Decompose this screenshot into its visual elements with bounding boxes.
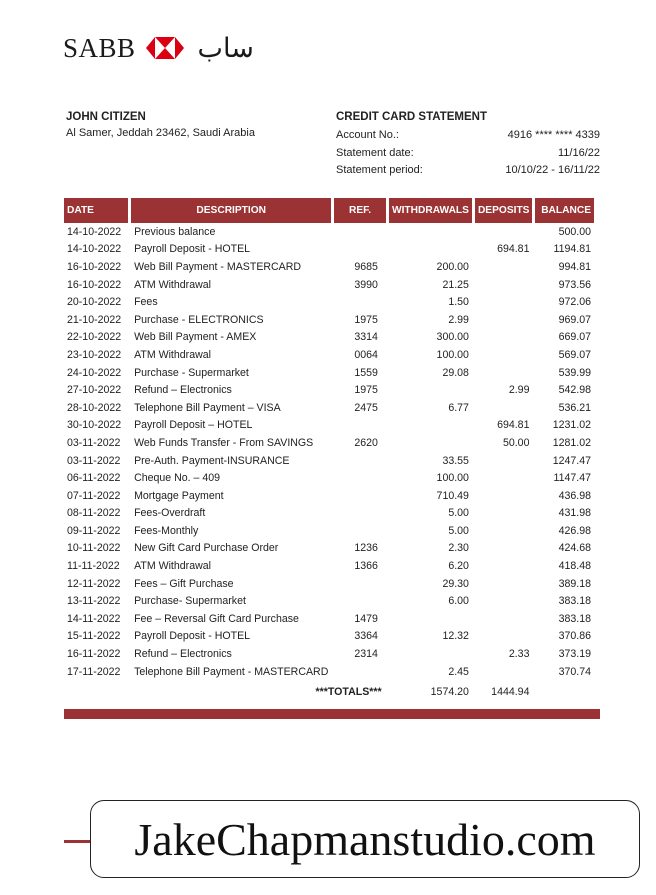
- column-header-deposits: DEPOSITS: [475, 198, 533, 223]
- cell-deposit: [475, 522, 533, 540]
- cell-balance: 536.21: [558, 401, 591, 414]
- column-header-date: DATE: [64, 198, 128, 223]
- cell-withdrawal: 5.00: [448, 524, 469, 537]
- cell-date: 16-11-2022: [67, 648, 121, 661]
- cell-withdrawal: [389, 645, 472, 663]
- cell-deposit: [475, 505, 533, 523]
- cell-deposit: [475, 258, 533, 276]
- cell-description: Purchase- Supermarket: [134, 595, 246, 608]
- cell-withdrawal: 29.30: [442, 577, 469, 590]
- transactions-table: [61, 198, 597, 704]
- cell-description: Mortgage Payment: [134, 489, 224, 502]
- cell-description: Payroll Deposit - HOTEL: [134, 630, 251, 643]
- cell-description: Previous balance: [134, 225, 216, 238]
- cell-ref: 1975: [354, 313, 378, 326]
- cell-balance: 370.74: [558, 665, 591, 678]
- table-row: [64, 381, 594, 399]
- cell-ref: 3990: [354, 278, 378, 291]
- cell-ref: 1236: [354, 542, 378, 555]
- cell-balance: 972.06: [558, 296, 591, 309]
- cell-withdrawal: 6.00: [448, 595, 469, 608]
- cell-description: Fees-Monthly: [134, 524, 199, 537]
- cell-ref: 1366: [354, 560, 378, 573]
- cell-ref: [334, 575, 385, 593]
- cell-date: 12-11-2022: [67, 577, 121, 590]
- cell-withdrawal: 200.00: [436, 260, 469, 273]
- table-row: [64, 311, 594, 329]
- cell-deposit: [475, 610, 533, 628]
- table-row: [64, 557, 594, 575]
- cell-withdrawal: [389, 223, 472, 241]
- cell-description: ATM Withdrawal: [134, 560, 211, 573]
- cell-deposit: [475, 399, 533, 417]
- table-row: [64, 610, 594, 628]
- cell-date: 08-11-2022: [67, 507, 121, 520]
- table-row: [64, 487, 594, 505]
- table-row: [64, 399, 594, 417]
- table-row: [64, 522, 594, 540]
- cell-balance: 1231.02: [552, 419, 591, 432]
- customer-name: JOHN CITIZEN: [66, 111, 146, 123]
- cell-date: 14-10-2022: [67, 225, 122, 238]
- cell-balance: 1147.47: [553, 472, 591, 485]
- cell-ref: 0064: [354, 348, 378, 361]
- cell-date: 09-11-2022: [67, 524, 121, 537]
- cell-deposit: [475, 663, 533, 681]
- cell-description: Web Bill Payment - AMEX: [134, 331, 257, 344]
- totals-balance: [535, 680, 594, 704]
- cell-withdrawal: 2.30: [448, 542, 469, 555]
- cell-withdrawal: 29.08: [442, 366, 469, 379]
- cell-ref: [334, 663, 385, 681]
- table-row: [64, 293, 594, 311]
- cell-date: 07-11-2022: [67, 489, 121, 502]
- cell-date: 20-10-2022: [67, 296, 122, 309]
- cell-description: Web Funds Transfer - From SAVINGS: [134, 436, 314, 449]
- totals-withdrawals: 1574.20: [430, 686, 469, 699]
- totals-deposits: 1444.94: [491, 686, 530, 699]
- cell-description: Cheque No. – 409: [134, 472, 221, 485]
- field-value: 4916 **** **** 4339: [507, 129, 600, 141]
- cell-date: 21-10-2022: [67, 313, 122, 326]
- cell-deposit: 694.81: [497, 419, 530, 432]
- field-label: Statement period:: [336, 164, 423, 176]
- cell-ref: [334, 223, 385, 241]
- cell-withdrawal: 710.49: [436, 489, 469, 502]
- table-row: [64, 223, 594, 241]
- cell-deposit: [475, 575, 533, 593]
- cell-withdrawal: 100.00: [436, 348, 469, 361]
- cell-withdrawal: 1.50: [448, 296, 469, 309]
- cell-deposit: [475, 628, 533, 646]
- cell-ref: [334, 487, 385, 505]
- cell-withdrawal: 2.99: [448, 313, 469, 326]
- cell-balance: 383.18: [558, 612, 591, 625]
- cell-date: 22-10-2022: [67, 331, 122, 344]
- hexagon-logo-icon: [144, 35, 186, 61]
- table-row: [64, 241, 594, 259]
- table-row: [64, 540, 594, 558]
- cell-description: Refund – Electronics: [134, 384, 232, 397]
- cell-date: 06-11-2022: [67, 472, 121, 485]
- cell-deposit: [475, 293, 533, 311]
- cell-balance: 669.07: [558, 331, 591, 344]
- field-label: Statement date:: [336, 146, 414, 159]
- cell-deposit: [475, 557, 533, 575]
- cell-balance: 389.18: [558, 577, 591, 590]
- cell-balance: 542.98: [558, 384, 591, 397]
- cell-deposit: 2.33: [508, 648, 530, 661]
- cell-date: 23-10-2022: [67, 348, 122, 361]
- footer-divider-bar: [64, 709, 600, 719]
- table-row: [64, 575, 594, 593]
- watermark-text: JakeChapmanstudio.com: [134, 813, 596, 865]
- statement-date-row: [336, 145, 600, 163]
- cell-deposit: [475, 364, 533, 382]
- cell-description: New Gift Card Purchase Order: [134, 542, 279, 555]
- table-row: [64, 346, 594, 364]
- cell-description: ATM Withdrawal: [134, 278, 211, 291]
- cell-date: 03-11-2022: [67, 436, 121, 449]
- cell-withdrawal: [389, 241, 472, 259]
- cell-withdrawal: 300.00: [436, 331, 469, 344]
- cell-withdrawal: [389, 381, 472, 399]
- cell-balance: 539.99: [558, 366, 591, 379]
- table-row: [64, 258, 594, 276]
- cell-description: Payroll Deposit - HOTEL: [134, 243, 251, 256]
- cell-description: Fees: [134, 296, 158, 309]
- cell-balance: 973.56: [558, 278, 591, 291]
- cell-date: 10-11-2022: [67, 542, 121, 555]
- cell-withdrawal: 2.45: [448, 665, 469, 678]
- cell-balance: 426.98: [558, 524, 591, 537]
- cell-ref: 9685: [354, 260, 378, 273]
- cell-ref: [334, 469, 385, 487]
- cell-description: Fees – Gift Purchase: [134, 577, 234, 590]
- table-row: [64, 663, 594, 681]
- table-row: [64, 628, 594, 646]
- cell-withdrawal: 6.20: [448, 560, 469, 573]
- column-header-description: DESCRIPTION: [131, 198, 331, 223]
- cell-balance: 500.00: [558, 225, 591, 238]
- cell-withdrawal: 6.77: [448, 401, 469, 414]
- cell-ref: [334, 505, 385, 523]
- cell-ref: 2620: [354, 436, 378, 449]
- table-row: [64, 592, 594, 610]
- cell-deposit: [475, 487, 533, 505]
- cell-description: Telephone Bill Payment – VISA: [134, 401, 281, 414]
- cell-description: Refund – Electronics: [134, 648, 232, 661]
- column-header-balance: BALANCE: [535, 198, 594, 223]
- cell-date: 28-10-2022: [67, 401, 122, 414]
- cell-balance: 383.18: [558, 595, 591, 608]
- cell-deposit: [475, 592, 533, 610]
- watermark-badge: [90, 800, 640, 878]
- cell-date: 11-11-2022: [67, 560, 120, 573]
- cell-date: 13-11-2022: [67, 595, 121, 608]
- cell-description: ATM Withdrawal: [134, 348, 211, 361]
- cell-date: 30-10-2022: [67, 419, 122, 432]
- cell-description: Telephone Bill Payment - MASTERCARD: [134, 665, 329, 678]
- bank-name: SABB: [63, 32, 136, 63]
- cell-balance: 424.68: [558, 542, 591, 555]
- cell-deposit: 694.81: [497, 243, 530, 256]
- account-number-row: [336, 127, 600, 145]
- cell-date: 14-11-2022: [67, 612, 121, 625]
- cell-withdrawal: [389, 610, 472, 628]
- cell-deposit: [475, 469, 533, 487]
- cell-deposit: [475, 329, 533, 347]
- cell-ref: 1559: [354, 366, 378, 379]
- cell-balance: 994.81: [558, 260, 591, 273]
- cell-date: 17-11-2022: [67, 665, 121, 678]
- table-row: [64, 505, 594, 523]
- cell-withdrawal: [389, 434, 472, 452]
- cell-deposit: [475, 223, 533, 241]
- cell-deposit: [475, 452, 533, 470]
- cell-ref: 2314: [354, 648, 378, 661]
- cell-withdrawal: 21.25: [442, 278, 469, 291]
- bank-name-arabic: ساب: [197, 32, 254, 64]
- cell-ref: 3314: [354, 331, 378, 344]
- cell-withdrawal: 5.00: [448, 507, 469, 520]
- bank-logo: [63, 30, 254, 66]
- table-row: [64, 329, 594, 347]
- cell-deposit: 50.00: [502, 436, 530, 449]
- table-row: [64, 469, 594, 487]
- cell-deposit: [475, 540, 533, 558]
- table-row: [64, 417, 594, 435]
- field-label: Account No.:: [336, 129, 399, 141]
- cell-date: 27-10-2022: [67, 384, 122, 397]
- cell-date: 15-11-2022: [67, 630, 121, 643]
- customer-address: Al Samer, Jeddah 23462, Saudi Arabia: [66, 127, 255, 139]
- cell-date: 16-10-2022: [67, 260, 122, 273]
- cell-deposit: [475, 276, 533, 294]
- table-row: [64, 276, 594, 294]
- cell-deposit: [475, 311, 533, 329]
- statement-info: [336, 111, 600, 180]
- cell-withdrawal: [389, 417, 472, 435]
- totals-label: ***TOTALS***: [315, 686, 382, 699]
- cell-ref: [334, 241, 385, 259]
- transactions-body: [64, 223, 594, 680]
- cell-withdrawal: 33.55: [442, 454, 469, 467]
- cell-balance: 373.19: [558, 648, 591, 661]
- cell-description: Purchase - Supermarket: [134, 366, 249, 379]
- table-row: [64, 364, 594, 382]
- column-header-ref: REF.: [334, 198, 385, 223]
- cell-withdrawal: 100.00: [436, 472, 469, 485]
- cell-balance: 431.98: [558, 507, 591, 520]
- cell-date: 24-10-2022: [67, 366, 122, 379]
- cell-balance: 1194.81: [553, 243, 591, 256]
- table-row: [64, 452, 594, 470]
- cell-ref: 1479: [354, 612, 378, 625]
- cell-description: Fees-Overdraft: [134, 507, 206, 520]
- cell-description: Purchase - ELECTRONICS: [134, 313, 264, 326]
- cell-ref: 1975: [354, 384, 378, 397]
- cell-balance: 370.86: [558, 630, 591, 643]
- table-row: [64, 645, 594, 663]
- totals-row: [64, 680, 594, 704]
- table-header-row: [64, 198, 594, 223]
- cell-deposit: 2.99: [508, 384, 530, 397]
- cell-withdrawal: 12.32: [442, 630, 469, 643]
- column-header-withdrawals: WITHDRAWALS: [389, 198, 472, 223]
- statement-period-row: [336, 162, 600, 180]
- cell-date: 16-10-2022: [67, 278, 122, 291]
- field-value: 11/16/22: [557, 146, 600, 159]
- cell-date: 14-10-2022: [67, 243, 122, 256]
- cell-description: Pre-Auth. Payment-INSURANCE: [134, 454, 290, 467]
- cell-description: Payroll Deposit – HOTEL: [134, 419, 253, 432]
- cell-ref: 3364: [354, 630, 378, 643]
- cell-ref: [334, 293, 385, 311]
- cell-ref: [334, 592, 385, 610]
- cell-ref: [334, 452, 385, 470]
- cell-balance: 569.07: [558, 348, 591, 361]
- cell-description: Web Bill Payment - MASTERCARD: [134, 260, 302, 273]
- cell-balance: 969.07: [558, 313, 591, 326]
- cell-balance: 1281.02: [552, 436, 591, 449]
- cell-description: Fee – Reversal Gift Card Purchase: [134, 612, 299, 625]
- cell-ref: 2475: [354, 401, 378, 414]
- cell-balance: 1247.47: [552, 454, 591, 467]
- cell-balance: 418.48: [558, 560, 591, 573]
- cell-balance: 436.98: [558, 489, 591, 502]
- cell-deposit: [475, 346, 533, 364]
- cell-ref: [334, 417, 385, 435]
- table-row: [64, 434, 594, 452]
- field-value: 10/10/22 - 16/11/22: [505, 164, 600, 176]
- cell-date: 03-11-2022: [67, 454, 121, 467]
- cell-ref: [334, 522, 385, 540]
- customer-block: [66, 111, 255, 139]
- statement-title: CREDIT CARD STATEMENT: [336, 111, 487, 123]
